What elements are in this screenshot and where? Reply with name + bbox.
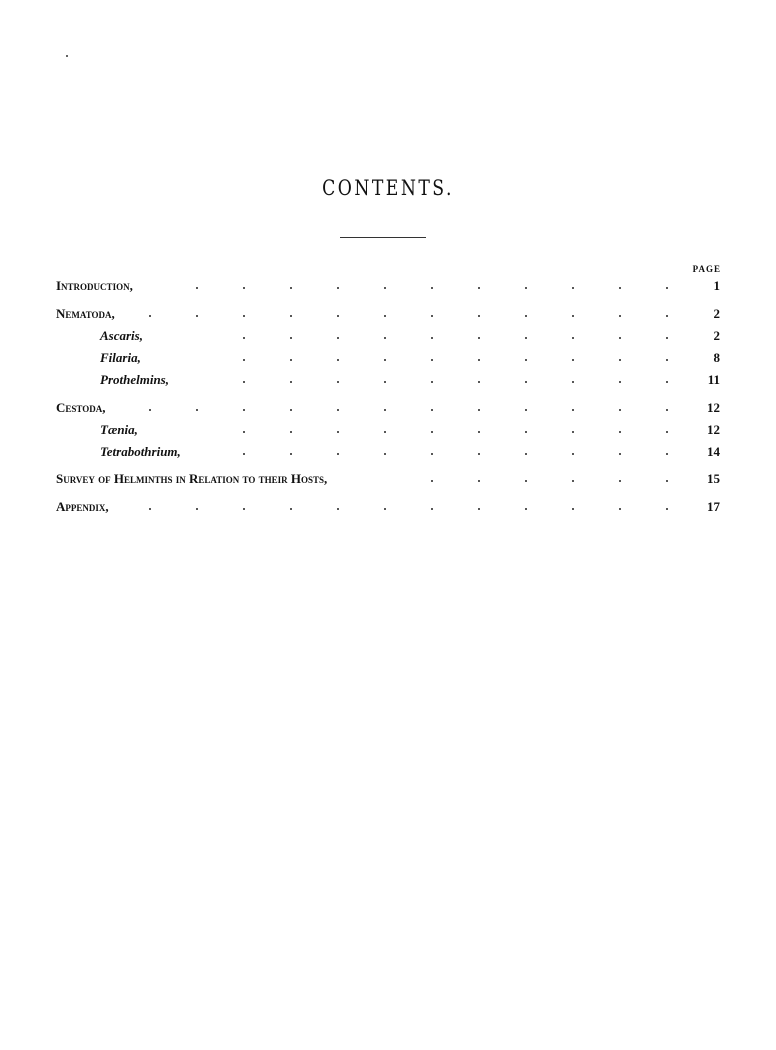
leader-dot (149, 315, 151, 317)
leader-dot (431, 508, 433, 510)
leader-dot (572, 337, 574, 339)
leader-dot (525, 315, 527, 317)
leader-dot (619, 453, 621, 455)
toc-entry-label: Cestoda, (56, 400, 106, 415)
leader-dot (290, 381, 292, 383)
toc-entry-label: Filaria, (100, 350, 141, 365)
leader-dot (243, 337, 245, 339)
leader-dot (243, 431, 245, 433)
leader-dot (525, 381, 527, 383)
leader-dot (478, 359, 480, 361)
leader-dot (478, 381, 480, 383)
leader-dot (337, 337, 339, 339)
leader-dot (525, 431, 527, 433)
leader-dot (290, 315, 292, 317)
leader-dot (243, 508, 245, 510)
leader-dot (478, 431, 480, 433)
title-rule (340, 237, 426, 238)
leader-dot (619, 508, 621, 510)
leader-dot (478, 337, 480, 339)
leader-dot (384, 381, 386, 383)
leader-dot (149, 508, 151, 510)
toc-entry-page: 14 (707, 444, 720, 459)
leader-dot (666, 359, 668, 361)
toc-entry-filaria[interactable] (56, 349, 720, 367)
toc-entry-label: Tænia, (100, 422, 138, 437)
toc-entry-page: 12 (707, 400, 720, 415)
leader-dot (196, 315, 198, 317)
toc-entry-page: 2 (713, 306, 720, 321)
toc-entry-label: Appendix, (56, 499, 109, 514)
leader-dot (290, 287, 292, 289)
leader-dots (56, 277, 696, 295)
leader-dot (619, 381, 621, 383)
toc-entry-nematoda[interactable] (56, 305, 720, 323)
leader-dot (619, 287, 621, 289)
leader-dots (56, 498, 696, 516)
leader-dot (431, 337, 433, 339)
leader-dot (619, 315, 621, 317)
leader-dot (290, 337, 292, 339)
leader-dot (666, 508, 668, 510)
leader-dot (525, 337, 527, 339)
leader-dot (431, 359, 433, 361)
leader-dot (525, 480, 527, 482)
leader-dot (525, 359, 527, 361)
toc-entry-label: Prothelmins, (100, 372, 169, 387)
leader-dot (337, 359, 339, 361)
toc-entry-ascaris[interactable] (56, 327, 720, 345)
leader-dot (572, 453, 574, 455)
leader-dot (290, 508, 292, 510)
leader-dot (525, 453, 527, 455)
leader-dot (384, 337, 386, 339)
leader-dot (243, 453, 245, 455)
toc-entry-appendix[interactable] (56, 498, 720, 516)
leader-dot (666, 453, 668, 455)
toc-entry-page: 11 (707, 372, 720, 387)
leader-dot (431, 381, 433, 383)
leader-dot (243, 287, 245, 289)
leader-dot (149, 409, 151, 411)
leader-dot (337, 287, 339, 289)
leader-dot (525, 508, 527, 510)
toc-entry-page: 17 (707, 499, 720, 514)
leader-dot (525, 409, 527, 411)
leader-dot (619, 480, 621, 482)
leader-dots (56, 305, 696, 323)
leader-dot (290, 453, 292, 455)
leader-dot (572, 287, 574, 289)
leader-dots (56, 327, 696, 345)
leader-dot (384, 315, 386, 317)
leader-dots (56, 443, 696, 461)
leader-dot (384, 453, 386, 455)
leader-dot (619, 409, 621, 411)
leader-dot (666, 480, 668, 482)
leader-dot (384, 508, 386, 510)
leader-dot (619, 431, 621, 433)
toc-entry-taenia[interactable] (56, 421, 720, 439)
toc-entry-label: Nematoda, (56, 306, 115, 321)
page-column-label: PAGE (692, 264, 721, 274)
leader-dot (525, 287, 527, 289)
leader-dot (478, 480, 480, 482)
toc-entry-label: Tetrabothrium, (100, 444, 181, 459)
leader-dot (572, 381, 574, 383)
leader-dot (337, 453, 339, 455)
leader-dot (337, 315, 339, 317)
leader-dots (56, 399, 696, 417)
leader-dot (478, 409, 480, 411)
leader-dot (666, 381, 668, 383)
leader-dot (384, 431, 386, 433)
leader-dot (431, 287, 433, 289)
leader-dot (431, 453, 433, 455)
leader-dot (243, 315, 245, 317)
leader-dot (431, 431, 433, 433)
leader-dot (243, 359, 245, 361)
toc-entry-label: Survey of Helminths in Relation to their Hosts, (56, 471, 328, 486)
leader-dot (290, 409, 292, 411)
leader-dot (196, 508, 198, 510)
leader-dot (384, 287, 386, 289)
page-speck (66, 55, 68, 57)
leader-dot (666, 315, 668, 317)
leader-dot (666, 409, 668, 411)
toc-entry-tetrabothrium[interactable] (56, 443, 720, 461)
leader-dot (196, 409, 198, 411)
leader-dot (572, 315, 574, 317)
leader-dot (666, 337, 668, 339)
toc-entry-page: 2 (713, 328, 720, 343)
toc-entry-label: Introduction, (56, 278, 133, 293)
toc-entry-page: 15 (707, 471, 720, 486)
leader-dot (619, 359, 621, 361)
leader-dot (666, 431, 668, 433)
leader-dot (666, 287, 668, 289)
leader-dot (243, 381, 245, 383)
leader-dots (56, 421, 696, 439)
leader-dot (572, 359, 574, 361)
leader-dot (337, 409, 339, 411)
leader-dot (337, 508, 339, 510)
toc-entry-page: 8 (713, 350, 720, 365)
leader-dot (337, 431, 339, 433)
toc-entry-cestoda[interactable] (56, 399, 720, 417)
toc-entry-survey[interactable] (56, 470, 720, 488)
leader-dots (56, 349, 696, 367)
leader-dot (384, 409, 386, 411)
leader-dots (56, 371, 696, 389)
leader-dot (478, 508, 480, 510)
leader-dot (290, 359, 292, 361)
leader-dot (290, 431, 292, 433)
leader-dot (431, 480, 433, 482)
toc-entry-page: 12 (707, 422, 720, 437)
leader-dot (572, 508, 574, 510)
toc-entry-prothelmins[interactable] (56, 371, 720, 389)
leader-dot (478, 453, 480, 455)
leader-dot (572, 409, 574, 411)
leader-dot (196, 287, 198, 289)
leader-dot (431, 315, 433, 317)
leader-dot (431, 409, 433, 411)
leader-dot (478, 315, 480, 317)
page-title: CONTENTS. (322, 176, 454, 200)
leader-dot (478, 287, 480, 289)
leader-dot (337, 381, 339, 383)
leader-dots (56, 470, 696, 488)
toc-entry-introduction[interactable] (56, 277, 720, 295)
leader-dot (384, 359, 386, 361)
leader-dot (572, 480, 574, 482)
leader-dot (243, 409, 245, 411)
toc-entry-page: 1 (713, 278, 720, 293)
leader-dot (619, 337, 621, 339)
toc-entry-label: Ascaris, (100, 328, 143, 343)
leader-dot (572, 431, 574, 433)
